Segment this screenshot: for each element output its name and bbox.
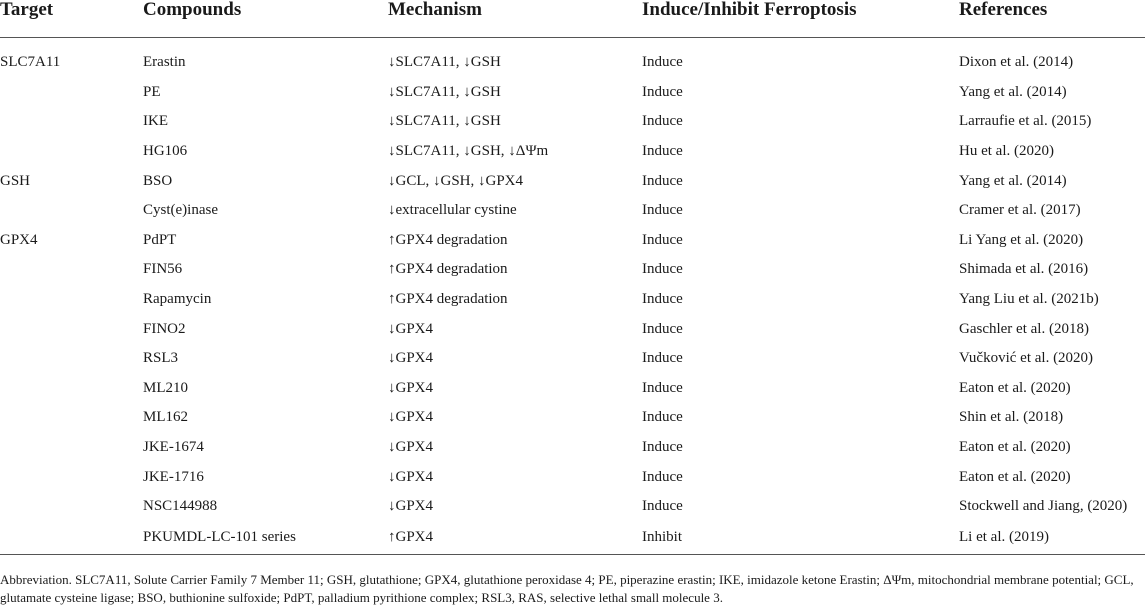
cell-effect: Inhibit (642, 522, 959, 555)
cell-reference: Eaton et al. (2020) (959, 468, 1071, 485)
cell-effect: Induce (642, 379, 683, 396)
cell-mechanism: ↓GCL, ↓GSH, ↓GPX4 (388, 172, 524, 189)
cell-reference: Eaton et al. (2020) (959, 379, 1071, 396)
cell-effect: Induce (642, 291, 683, 308)
header-mechanism: Mechanism (388, 0, 642, 38)
header-row (0, 0, 1145, 38)
cell-mechanism: ↑GPX4 degradation (388, 231, 508, 248)
cell-target (0, 462, 143, 492)
cell-compound: Cyst(e)inase (143, 202, 218, 219)
cell-mechanism: ↓GPX4 (388, 320, 434, 337)
cell-effect: Induce (642, 498, 683, 515)
cell-compound: NSC144988 (143, 498, 218, 515)
cell-target (0, 344, 143, 374)
header-target: Target (0, 0, 143, 38)
cell-reference: Yang Liu et al. (2021b) (959, 291, 1099, 308)
cell-reference: Shin et al. (2018) (959, 409, 1064, 426)
cell-compound: FIN56 (143, 261, 183, 278)
cell-compound: Rapamycin (143, 291, 212, 308)
table-row (0, 196, 1145, 226)
cell-reference: Eaton et al. (2020) (959, 439, 1071, 456)
cell-reference: Shimada et al. (2016) (959, 261, 1089, 278)
table-row (0, 403, 1145, 433)
cell-reference: Larraufie et al. (2015) (959, 113, 1092, 130)
cell-compound: RSL3 (143, 350, 179, 367)
cell-effect: Induce (642, 54, 683, 71)
cell-mechanism: ↓GPX4 (388, 409, 434, 426)
cell-target (0, 403, 143, 433)
cell-mechanism: ↓GPX4 (388, 379, 434, 396)
table-header (0, 0, 1145, 38)
cell-target (0, 374, 143, 404)
cell-effect: Induce (642, 468, 683, 485)
cell-mechanism: ↓GPX4 (388, 350, 434, 367)
cell-effect: Induce (642, 261, 683, 278)
table-footnote: Abbreviation. SLC7A11, Solute Carrier Family 7 Member 11; GSH, glutathione; GPX4, glutathione peroxidase 4; PE, piperazine erastin; IKE, imidazole ketone Erastin; ΔΨm, mitochondrial membrane potential; GCL, glutamate cysteine ligase; BSO, buthionine sulfoxide; PdPT, palladium pyrithione complex; RSL3, RAS, selective lethal small molecule 3. (0, 572, 1134, 605)
cell-reference: Gaschler et al. (2018) (959, 320, 1089, 337)
cell-target: GPX4 (0, 231, 38, 248)
cell-effect: Induce (642, 439, 683, 456)
cell-effect: Induce (642, 113, 683, 130)
table-row (0, 255, 1145, 285)
cell-reference: Yang et al. (2014) (959, 172, 1067, 189)
cell-target (0, 433, 143, 463)
cell-target (0, 137, 143, 167)
cell-effect: Induce (642, 172, 683, 189)
cell-compound: IKE (143, 113, 168, 130)
header-compounds: Compounds (143, 0, 388, 38)
table-row (0, 107, 1145, 137)
cell-target (0, 285, 143, 315)
table-row (0, 492, 1145, 522)
cell-effect: Induce (642, 202, 683, 219)
table-row (0, 166, 1145, 196)
table-row (0, 314, 1145, 344)
cell-compound: HG106 (143, 143, 188, 160)
table-row (0, 285, 1145, 315)
cell-mechanism: ↓SLC7A11, ↓GSH (388, 83, 501, 100)
cell-mechanism: ↑GPX4 degradation (388, 291, 508, 308)
table-row (0, 226, 1145, 256)
cell-reference: Cramer et al. (2017) (959, 202, 1081, 219)
cell-compound: BSO (143, 172, 173, 189)
cell-compound: PKUMDL-LC-101 series (143, 522, 388, 555)
cell-compound: ML162 (143, 409, 188, 426)
cell-effect: Induce (642, 409, 683, 426)
cell-reference: Dixon et al. (2014) (959, 54, 1074, 71)
table-row (0, 38, 1145, 78)
cell-mechanism: ↓GPX4 (388, 468, 434, 485)
cell-effect: Induce (642, 320, 683, 337)
header-references: References (959, 0, 1145, 38)
cell-mechanism: ↓GPX4 (388, 498, 434, 515)
header-effect: Induce/Inhibit Ferroptosis (642, 0, 959, 38)
cell-mechanism: ↓SLC7A11, ↓GSH, ↓ΔΨm (388, 143, 549, 160)
cell-reference: Vučković et al. (2020) (959, 350, 1094, 367)
cell-target (0, 522, 143, 555)
cell-target (0, 107, 143, 137)
cell-target (0, 492, 143, 522)
cell-target (0, 314, 143, 344)
cell-mechanism: ↓GPX4 (388, 439, 434, 456)
cell-target (0, 196, 143, 226)
cell-target (0, 255, 143, 285)
cell-target: SLC7A11 (0, 54, 61, 71)
cell-reference: Stockwell and Jiang, (2020) (959, 498, 1128, 515)
cell-effect: Induce (642, 231, 683, 248)
table-row (0, 374, 1145, 404)
cell-compound: JKE-1674 (143, 439, 204, 456)
cell-target (0, 78, 143, 108)
cell-compound: PdPT (143, 231, 177, 248)
cell-compound: JKE-1716 (143, 468, 204, 485)
cell-mechanism: ↑GPX4 degradation (388, 261, 508, 278)
cell-reference: Yang et al. (2014) (959, 83, 1067, 100)
table-row (0, 137, 1145, 167)
table-body (0, 38, 1145, 555)
table-row (0, 433, 1145, 463)
table-row (0, 522, 1145, 555)
cell-mechanism: ↓SLC7A11, ↓GSH (388, 113, 501, 130)
cell-effect: Induce (642, 83, 683, 100)
cell-mechanism: ↓extracellular cystine (388, 202, 517, 219)
cell-mechanism: ↓SLC7A11, ↓GSH (388, 54, 501, 71)
table-row (0, 462, 1145, 492)
cell-effect: Induce (642, 350, 683, 367)
cell-reference: Li et al. (2019) (959, 522, 1145, 555)
cell-reference: Hu et al. (2020) (959, 143, 1054, 160)
cell-mechanism: ↑GPX4 (388, 522, 642, 555)
cell-compound: PE (143, 83, 161, 100)
cell-compound: Erastin (143, 54, 186, 71)
cell-compound: FINO2 (143, 320, 186, 337)
cell-target: GSH (0, 172, 31, 189)
cell-effect: Induce (642, 143, 683, 160)
cell-compound: ML210 (143, 379, 188, 396)
table-row (0, 78, 1145, 108)
cell-reference: Li Yang et al. (2020) (959, 231, 1084, 248)
table-row (0, 344, 1145, 374)
